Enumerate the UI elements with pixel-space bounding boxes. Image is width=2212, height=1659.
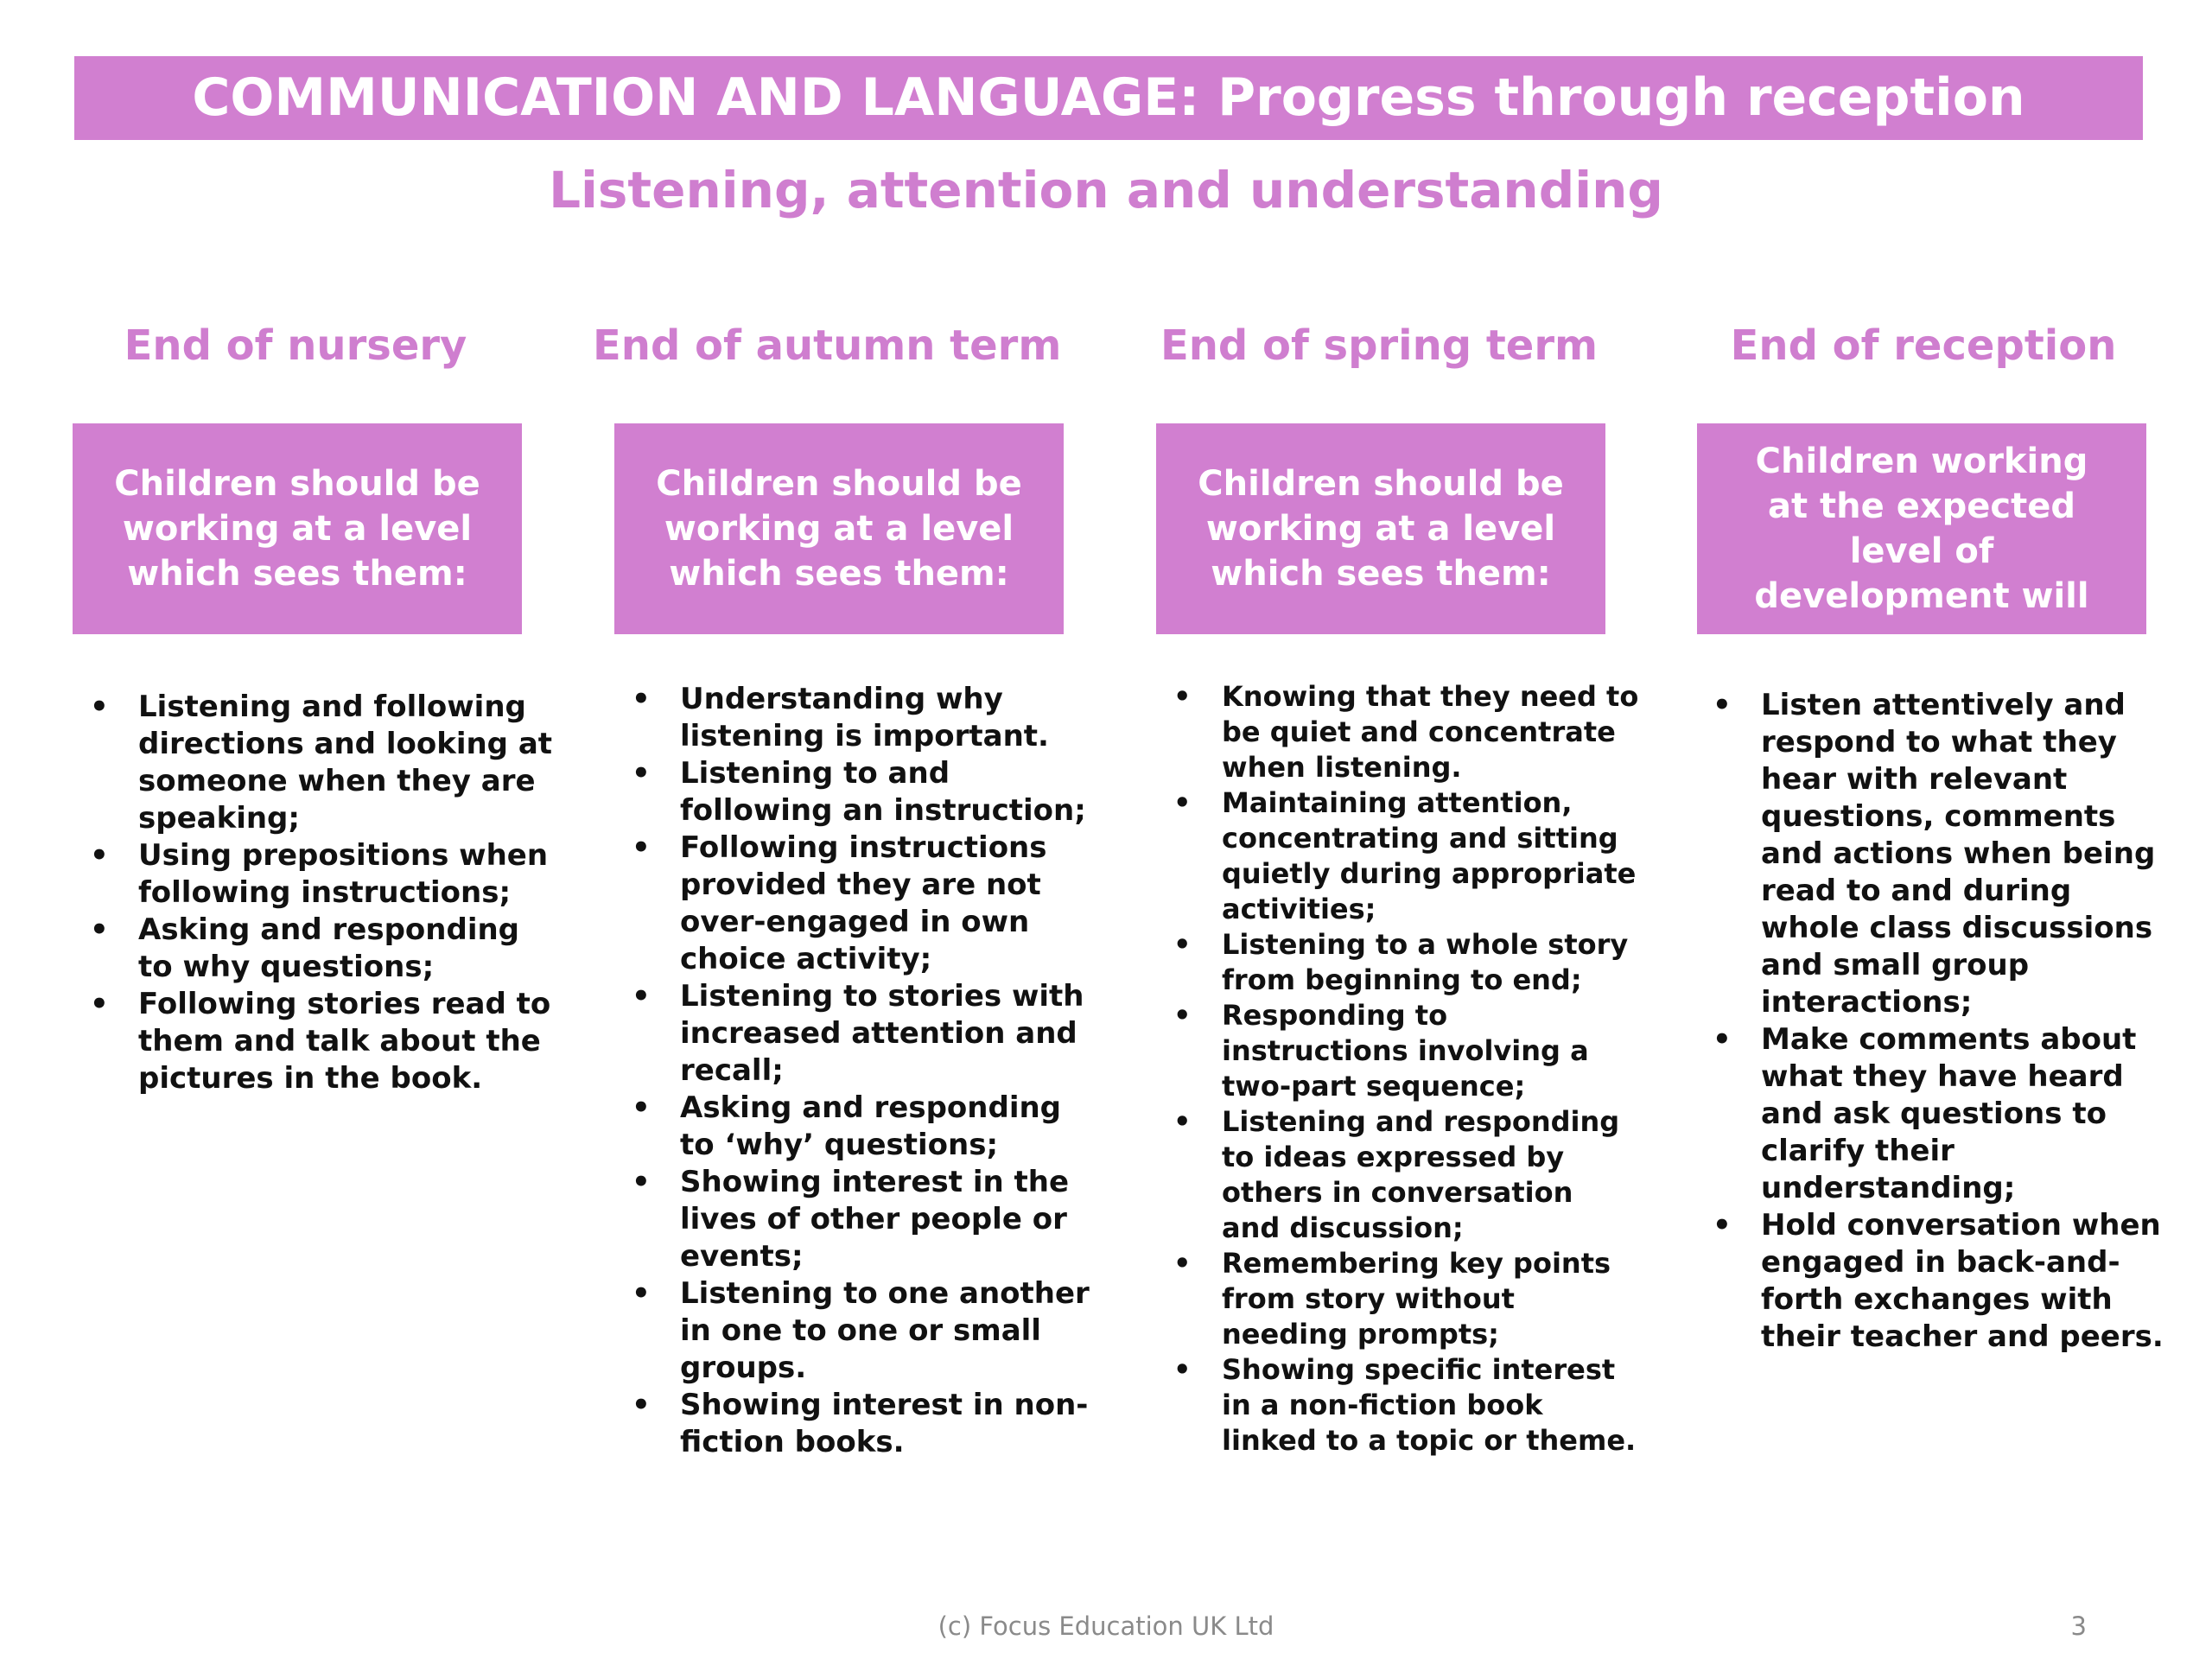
list-item — [614, 1275, 1098, 1387]
list-item-text: Listening and responding to ideas expressed by others in conversation and discussion; — [1222, 1105, 1620, 1244]
list-item-text: Listening to and following an instruction; — [680, 756, 1086, 828]
list-item-text: Maintaining attention, concentrating and sitting quietly during appropriate activities; — [1222, 786, 1637, 925]
list-item-text: Listening to stories with increased attention and recall; — [680, 979, 1084, 1088]
bullet-icon: • — [1173, 680, 1192, 713]
list-item-text: Showing interest in the lives of other people or events; — [680, 1165, 1070, 1274]
list-item-text: Hold conversation when engaged in back-and-forth exchanges with their teacher and peers. — [1761, 1208, 2164, 1354]
page-subtitle: Listening, attention and understanding — [549, 161, 1663, 219]
list-item — [1156, 785, 1640, 927]
column-heading-nursery: End of nursery — [124, 321, 467, 370]
list-item-text: Following stories read to them and talk about the pictures in the book. — [138, 987, 551, 1096]
column-box-text: Children should be working at a level which sees them: — [656, 464, 1022, 594]
list-item-text: Responding to instructions involving a two-part sequence; — [1222, 999, 1589, 1103]
list-item-text: Listening to a whole story from beginning to end; — [1222, 928, 1629, 996]
bullet-icon: • — [632, 979, 651, 1014]
list-item-text: Showing specific interest in a non-fiction book linked to a topic or theme. — [1222, 1353, 1637, 1457]
list-item-text: Using prepositions when following instructions; — [138, 838, 549, 910]
bullet-icon: • — [90, 838, 109, 873]
bullet-icon: • — [1713, 688, 1732, 722]
bullet-icon: • — [1173, 1247, 1192, 1280]
list-item — [1156, 927, 1640, 998]
list-item — [73, 689, 556, 837]
column-box-spring — [1156, 423, 1605, 634]
list-item — [1695, 687, 2179, 1021]
bullet-icon: • — [1173, 1353, 1192, 1386]
bullet-icon: • — [1713, 1022, 1732, 1057]
list-item — [73, 837, 556, 912]
column-heading-autumn: End of autumn term — [593, 321, 1062, 370]
list-item — [1695, 1021, 2179, 1207]
page-number: 3 — [2070, 1611, 2087, 1641]
bullet-icon: • — [1173, 999, 1192, 1032]
list-item — [614, 830, 1098, 978]
list-item-text: Following instructions provided they are not over-engaged in own choice activity; — [680, 830, 1047, 976]
bullet-icon: • — [1173, 928, 1192, 961]
column-box-autumn — [614, 423, 1064, 634]
bullet-icon: • — [632, 1388, 651, 1422]
bullet-icon: • — [90, 987, 109, 1021]
column-box-text: Children working at the expected level of development will — [1754, 442, 2089, 616]
list-item — [1156, 998, 1640, 1104]
list-item — [614, 1090, 1098, 1164]
bullet-icon: • — [632, 1276, 651, 1311]
column-heading-spring: End of spring term — [1160, 321, 1599, 370]
list-item — [1156, 1104, 1640, 1246]
bullet-icon: • — [90, 690, 109, 724]
list-item — [1695, 1207, 2179, 1356]
column-box-text: Children should be working at a level which sees them: — [114, 464, 480, 594]
bullet-icon: • — [1173, 1105, 1192, 1138]
bullet-list-nursery — [73, 689, 556, 1097]
bullet-list-autumn — [614, 681, 1098, 1461]
list-item-text: Make comments about what they have heard and ask questions to clarify their understanding; — [1761, 1022, 2137, 1205]
bullet-icon: • — [632, 830, 651, 865]
page-title: COMMUNICATION AND LANGUAGE: Progress through reception — [192, 67, 2025, 128]
column-box-reception — [1697, 423, 2146, 634]
list-item — [614, 1164, 1098, 1275]
bullet-list-spring — [1156, 679, 1640, 1459]
list-item — [1156, 1246, 1640, 1352]
bullet-icon: • — [1173, 786, 1192, 819]
bullet-icon: • — [632, 682, 651, 716]
list-item — [614, 755, 1098, 830]
list-item-text: Asking and responding to ‘why’ questions; — [680, 1090, 1062, 1162]
copyright-footer: (c) Focus Education UK Ltd — [938, 1611, 1274, 1641]
column-heading-reception: End of reception — [1730, 321, 2117, 370]
bullet-icon: • — [90, 912, 109, 947]
list-item — [73, 912, 556, 986]
bullet-icon: • — [1713, 1208, 1732, 1243]
list-item — [614, 1387, 1098, 1461]
bullet-icon: • — [632, 756, 651, 791]
column-box-text: Children should be working at a level which sees them: — [1198, 464, 1564, 594]
list-item — [73, 986, 556, 1097]
list-item-text: Showing interest in non-fiction books. — [680, 1388, 1089, 1459]
list-item — [1156, 1352, 1640, 1459]
bullet-icon: • — [632, 1165, 651, 1199]
bullet-list-reception — [1695, 687, 2179, 1356]
list-item-text: Asking and responding to why questions; — [138, 912, 520, 984]
column-box-nursery — [73, 423, 522, 634]
list-item-text: Knowing that they need to be quiet and concentrate when listening. — [1222, 680, 1639, 784]
list-item — [614, 978, 1098, 1090]
list-item-text: Remembering key points from story without needing prompts; — [1222, 1247, 1611, 1351]
list-item-text: Listening and following directions and looking at someone when they are speaking; — [138, 690, 553, 836]
list-item-text: Understanding why listening is important. — [680, 682, 1049, 753]
list-item — [1156, 679, 1640, 785]
list-item-text: Listen attentively and respond to what they hear with relevant questions, comments and actions when being read to and during whole class discussions and small group interactions; — [1761, 688, 2156, 1020]
list-item-text: Listening to one another in one to one or small groups. — [680, 1276, 1090, 1385]
page-banner — [74, 56, 2143, 140]
list-item — [614, 681, 1098, 755]
bullet-icon: • — [632, 1090, 651, 1125]
